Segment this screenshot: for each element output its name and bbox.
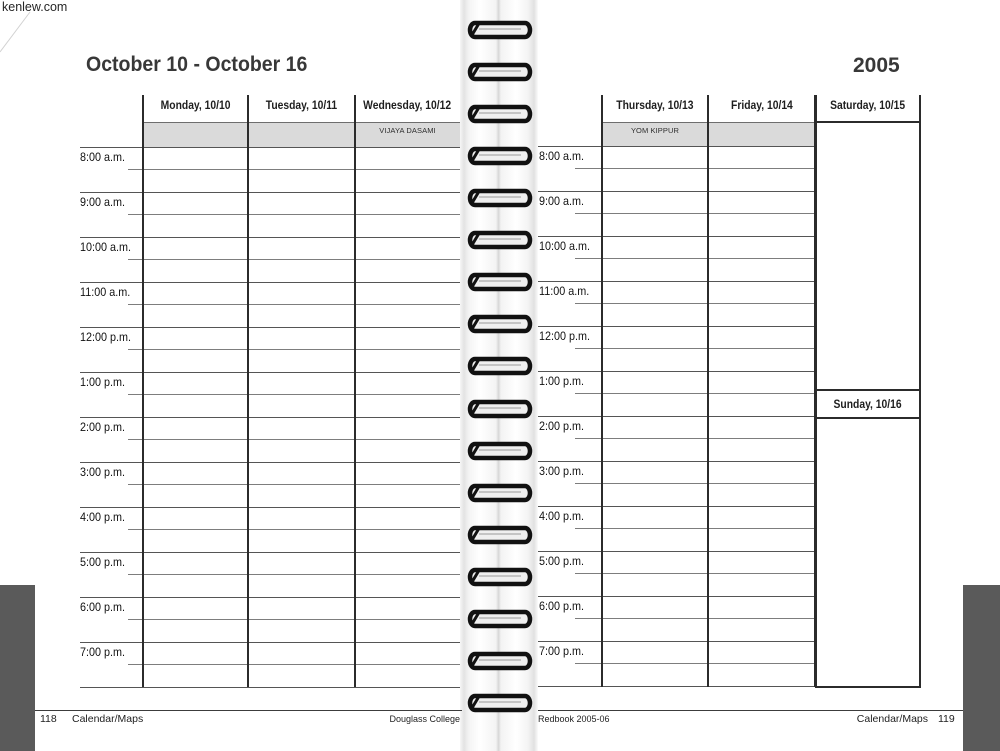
time-label-right: 8:00 a.m. xyxy=(539,149,585,163)
hour-line xyxy=(80,687,460,688)
time-label-left: 10:00 a.m. xyxy=(80,240,132,254)
hour-line xyxy=(80,642,460,643)
hour-line xyxy=(80,552,460,553)
spiral-coil xyxy=(470,233,530,247)
time-label-right: 4:00 p.m. xyxy=(539,509,585,523)
half-hour-line xyxy=(575,393,815,394)
hour-line xyxy=(80,192,460,193)
day-label: Thursday, 10/13 xyxy=(616,98,694,112)
time-label-left: 4:00 p.m. xyxy=(80,510,126,524)
hour-line xyxy=(80,147,460,148)
holiday-label: VIJAYA DASAMI xyxy=(379,126,436,135)
weekend-box-line xyxy=(815,389,921,391)
half-hour-line xyxy=(575,663,815,664)
watermark-text: kenlew.com xyxy=(2,0,68,14)
hour-line xyxy=(80,462,460,463)
time-label-right: 3:00 p.m. xyxy=(539,464,585,478)
hour-line xyxy=(538,641,815,642)
spiral-coil xyxy=(470,107,530,121)
time-label-left: 7:00 p.m. xyxy=(80,645,126,659)
time-label-left: 12:00 p.m. xyxy=(80,330,132,344)
hour-line xyxy=(538,461,815,462)
half-hour-line xyxy=(575,618,815,619)
day-header-wednesday xyxy=(355,98,460,112)
hour-line xyxy=(538,371,815,372)
footer-section-right: Calendar/Maps xyxy=(856,713,928,725)
half-hour-line xyxy=(128,619,460,620)
time-label-left: 5:00 p.m. xyxy=(80,555,126,569)
weekend-box-line xyxy=(815,121,921,123)
time-label-left: 2:00 p.m. xyxy=(80,420,126,434)
day-header-friday xyxy=(708,98,815,112)
footer-rule-left xyxy=(35,710,462,711)
day-label: Wednesday, 10/12 xyxy=(363,98,452,112)
spiral-coil xyxy=(470,65,530,79)
half-hour-line xyxy=(128,529,460,530)
half-hour-line xyxy=(128,169,460,170)
day-header-sunday xyxy=(815,397,921,411)
half-hour-line xyxy=(575,438,815,439)
footer-rule-right xyxy=(538,710,963,711)
spiral-coil xyxy=(470,191,530,205)
day-label: Saturday, 10/15 xyxy=(830,98,906,112)
half-hour-line xyxy=(128,484,460,485)
hour-line xyxy=(80,327,460,328)
hour-line xyxy=(80,417,460,418)
time-label-right: 5:00 p.m. xyxy=(539,554,585,568)
time-label-right: 10:00 a.m. xyxy=(539,239,591,253)
footer-publisher: Douglass College xyxy=(389,714,460,724)
holiday-label: YOM KIPPUR xyxy=(630,126,680,135)
column-divider xyxy=(814,95,817,687)
spiral-coil xyxy=(470,359,530,373)
column-divider xyxy=(142,95,144,687)
spiral-coil xyxy=(470,23,530,37)
hour-line xyxy=(538,416,815,417)
spiral-coil xyxy=(470,570,530,584)
half-hour-line xyxy=(128,259,460,260)
spiral-coil xyxy=(470,149,530,163)
half-hour-line xyxy=(128,214,460,215)
hour-line xyxy=(80,507,460,508)
day-label: Tuesday, 10/11 xyxy=(265,98,338,112)
time-label-left: 1:00 p.m. xyxy=(80,375,126,389)
half-hour-line xyxy=(128,394,460,395)
time-label-left: 6:00 p.m. xyxy=(80,600,126,614)
time-label-right: 12:00 p.m. xyxy=(539,329,591,343)
time-label-right: 9:00 a.m. xyxy=(539,194,585,208)
half-hour-line xyxy=(128,349,460,350)
hour-line xyxy=(538,596,815,597)
footer-book-title: Redbook 2005-06 xyxy=(538,714,610,724)
column-divider xyxy=(354,95,356,687)
column-divider xyxy=(919,95,921,687)
hour-line xyxy=(538,506,815,507)
day-header-monday xyxy=(143,98,248,112)
half-hour-line xyxy=(128,574,460,575)
page-number-right: 119 xyxy=(938,713,955,725)
page-number-left: 118 xyxy=(40,713,57,725)
half-hour-line xyxy=(128,439,460,440)
half-hour-line xyxy=(575,528,815,529)
half-hour-line xyxy=(575,303,815,304)
hour-line xyxy=(80,597,460,598)
day-header-saturday xyxy=(815,98,921,112)
spiral-coil xyxy=(470,654,530,668)
hour-line xyxy=(538,551,815,552)
column-divider xyxy=(247,95,249,687)
half-hour-line xyxy=(575,573,815,574)
spiral-coil xyxy=(470,275,530,289)
day-label: Sunday, 10/16 xyxy=(833,397,903,411)
day-label: Friday, 10/14 xyxy=(730,98,793,112)
column-divider xyxy=(707,95,709,687)
day-header-thursday xyxy=(602,98,708,112)
time-label-left: 3:00 p.m. xyxy=(80,465,126,479)
half-hour-line xyxy=(575,483,815,484)
day-label: Monday, 10/10 xyxy=(160,98,231,112)
year-title: 2005 xyxy=(853,54,900,77)
footer-section-left: Calendar/Maps xyxy=(72,713,144,725)
time-label-right: 7:00 p.m. xyxy=(539,644,585,658)
spiral-coil xyxy=(470,317,530,331)
time-label-left: 9:00 a.m. xyxy=(80,195,126,209)
half-hour-line xyxy=(128,664,460,665)
time-label-right: 1:00 p.m. xyxy=(539,374,585,388)
hour-line xyxy=(538,281,815,282)
half-hour-line xyxy=(575,168,815,169)
day-header-tuesday xyxy=(248,98,355,112)
spiral-coil xyxy=(470,612,530,626)
hour-line xyxy=(80,372,460,373)
spiral-coil xyxy=(470,528,530,542)
half-hour-line xyxy=(575,348,815,349)
time-label-right: 2:00 p.m. xyxy=(539,419,585,433)
time-label-left: 8:00 a.m. xyxy=(80,150,126,164)
half-hour-line xyxy=(575,258,815,259)
spiral-coil xyxy=(470,444,530,458)
weekend-box-line xyxy=(815,686,921,688)
time-label-right: 6:00 p.m. xyxy=(539,599,585,613)
hour-line xyxy=(538,326,815,327)
time-label-right: 11:00 a.m. xyxy=(539,284,590,298)
hour-line xyxy=(538,191,815,192)
hour-line xyxy=(538,236,815,237)
week-range-title: October 10 - October 16 xyxy=(86,53,308,76)
hour-line xyxy=(538,686,815,687)
time-label-left: 11:00 a.m. xyxy=(80,285,131,299)
spiral-coil xyxy=(470,486,530,500)
spiral-binding xyxy=(462,0,538,751)
hour-line xyxy=(538,146,815,147)
half-hour-line xyxy=(575,213,815,214)
half-hour-line xyxy=(128,304,460,305)
hour-line xyxy=(80,282,460,283)
column-divider xyxy=(601,95,603,687)
hour-line xyxy=(80,237,460,238)
spiral-coil xyxy=(470,696,530,710)
spiral-coil xyxy=(470,402,530,416)
weekend-box-line xyxy=(815,417,921,419)
